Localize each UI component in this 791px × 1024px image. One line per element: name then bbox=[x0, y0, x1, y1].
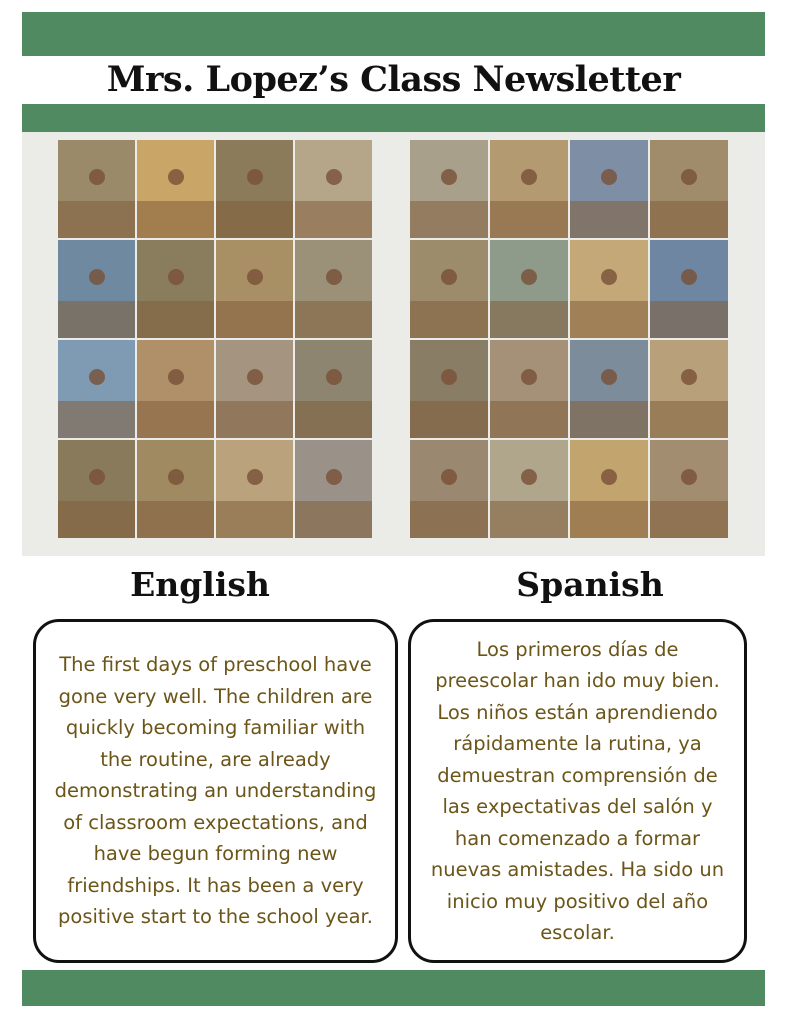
spanish-collage-photo bbox=[650, 240, 728, 338]
spanish-collage-photo bbox=[650, 440, 728, 538]
english-collage-photo bbox=[216, 240, 293, 338]
english-collage-photo bbox=[137, 140, 214, 238]
spanish-collage-photo bbox=[570, 140, 648, 238]
spanish-collage-photo bbox=[410, 440, 488, 538]
spanish-text-box bbox=[408, 619, 747, 963]
english-collage-photo bbox=[137, 340, 214, 438]
spanish-collage-photo bbox=[650, 140, 728, 238]
english-collage-photo bbox=[295, 140, 372, 238]
spanish-body-text: Los primeros días de preescolar han ido muy bien. Los niños están aprendiendo rápidamente la rutina, ya demuestran comprensión de las expectativas del salón y han comenzado a formar nuevas amistades. Ha sido un inicio muy positivo del año escolar. bbox=[430, 637, 725, 944]
spanish-photo-collage bbox=[410, 140, 728, 538]
spanish-collage-photo bbox=[410, 340, 488, 438]
english-text-box bbox=[33, 619, 398, 963]
english-collage-photo bbox=[137, 440, 214, 538]
spanish-collage-photo bbox=[410, 140, 488, 238]
english-collage-photo bbox=[295, 340, 372, 438]
english-collage-photo bbox=[58, 440, 135, 538]
spanish-collage-photo bbox=[570, 240, 648, 338]
english-collage-photo bbox=[216, 440, 293, 538]
spanish-collage-photo bbox=[490, 440, 568, 538]
english-collage-photo bbox=[58, 140, 135, 238]
spanish-collage-photo bbox=[490, 240, 568, 338]
english-photo-collage bbox=[58, 140, 372, 538]
spanish-collage-photo bbox=[570, 440, 648, 538]
english-collage-photo bbox=[216, 340, 293, 438]
newsletter-title: Mrs. Lopez’s Class Newsletter bbox=[106, 59, 681, 100]
english-heading: English bbox=[130, 565, 270, 604]
spanish-heading: Spanish bbox=[516, 565, 664, 604]
spanish-collage-photo bbox=[490, 140, 568, 238]
spanish-collage-photo bbox=[410, 240, 488, 338]
english-collage-photo bbox=[295, 240, 372, 338]
title-divider-band bbox=[22, 104, 765, 132]
header-band bbox=[22, 12, 765, 56]
photo-panel bbox=[22, 132, 765, 556]
spanish-collage-photo bbox=[650, 340, 728, 438]
english-body-text: The first days of preschool have gone very well. The children are quickly becoming familiar with the routine, are already demonstrating an understanding of classroom expectations, and have begun forming new friendships. It has been a very positive start to the school year. bbox=[54, 653, 377, 929]
english-collage-photo bbox=[216, 140, 293, 238]
english-collage-photo bbox=[295, 440, 372, 538]
footer-band bbox=[22, 970, 765, 1006]
spanish-collage-photo bbox=[490, 340, 568, 438]
spanish-collage-photo bbox=[570, 340, 648, 438]
english-collage-photo bbox=[58, 340, 135, 438]
english-collage-photo bbox=[58, 240, 135, 338]
english-collage-photo bbox=[137, 240, 214, 338]
